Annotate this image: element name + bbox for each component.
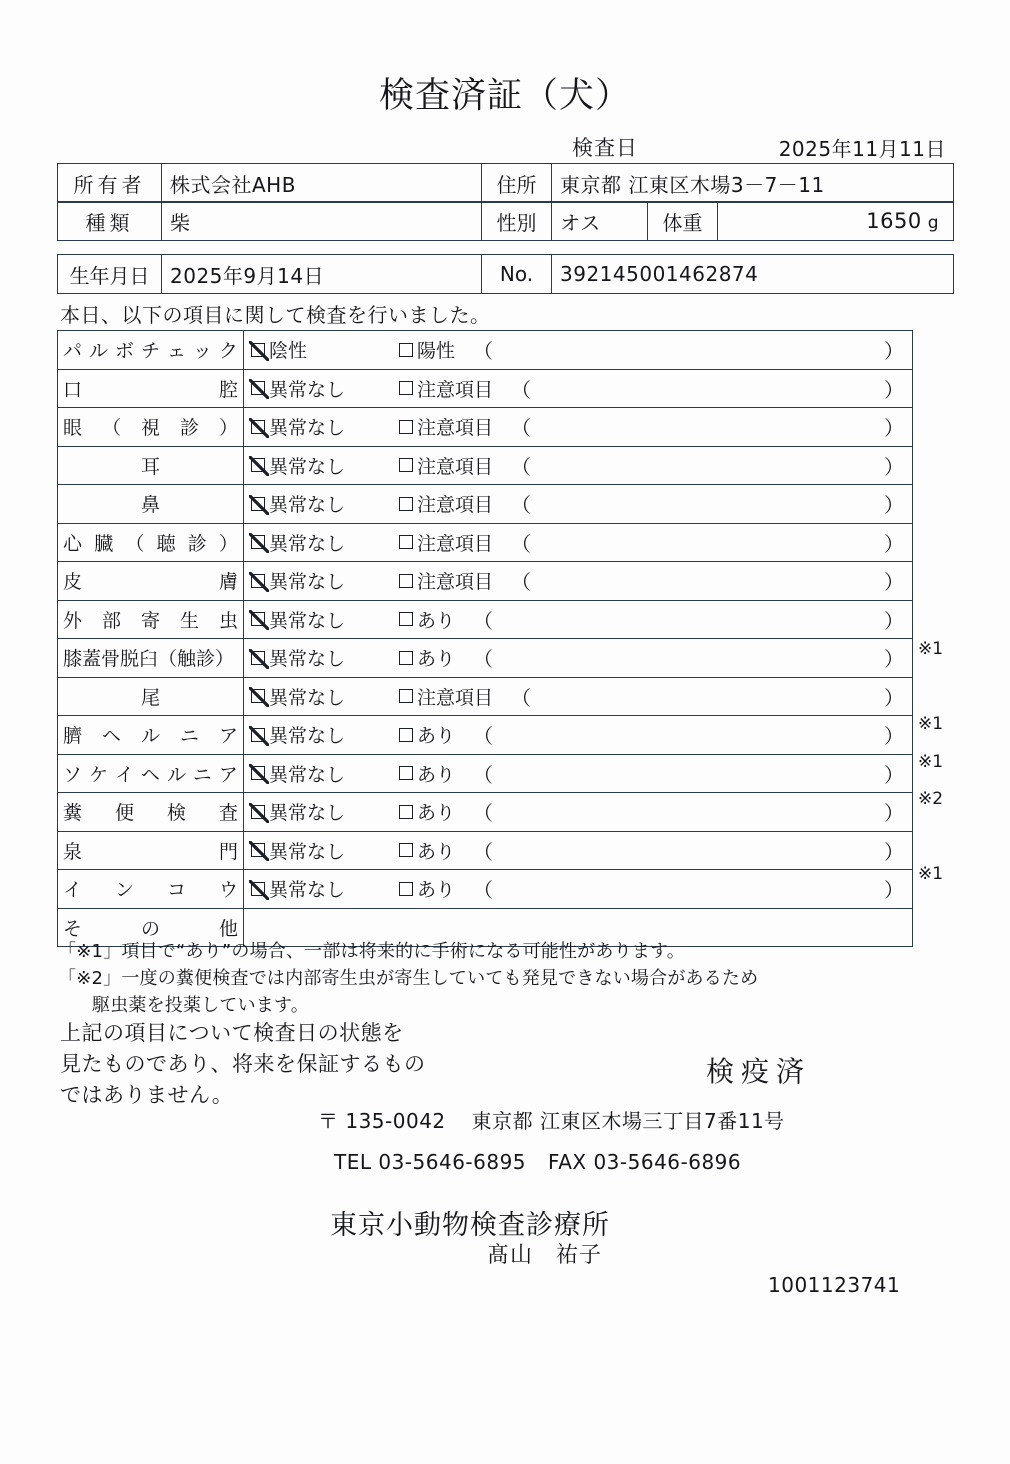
- paren-open: （: [473, 762, 494, 787]
- footnotes: [58, 938, 758, 1019]
- checkbox-checked-icon[interactable]: [251, 612, 265, 626]
- checkbox-checked-icon[interactable]: [251, 343, 265, 357]
- clinic-contact: [334, 1150, 741, 1174]
- checklist-remark-field[interactable]: [493, 489, 912, 518]
- clinic-fax: FAX 03-5646-6896: [548, 1150, 742, 1174]
- checklist-options-cell: [244, 485, 913, 524]
- registration-no-label: No.: [482, 255, 552, 294]
- checkbox-checked-icon[interactable]: [251, 728, 265, 742]
- checklist-options-cell: [244, 331, 913, 370]
- sex-value: オス: [552, 202, 648, 241]
- checklist-option-normal[interactable]: [251, 837, 399, 864]
- checklist-option-normal[interactable]: [251, 336, 399, 363]
- checklist-options-cell: [244, 716, 913, 755]
- checklist-item-label: そ の 他: [58, 908, 244, 947]
- checklist-options-cell: [244, 754, 913, 793]
- checklist-options-cell: [244, 793, 913, 832]
- paren-close: ）: [883, 339, 904, 364]
- checklist-option-normal[interactable]: [251, 875, 399, 902]
- checklist-row: [58, 562, 913, 601]
- veterinarian-name: 髙山 祐子: [487, 1243, 603, 1268]
- disclaimer-line-1: 上記の項目について検査日の状態を: [60, 1021, 404, 1045]
- paren-open: （: [511, 493, 532, 518]
- paren-open: （: [473, 608, 494, 633]
- weight-unit: g: [927, 213, 939, 233]
- paren-open: （: [511, 570, 532, 595]
- weight-value-cell: [718, 202, 954, 241]
- option-label: 異常なし: [269, 725, 346, 748]
- option-label: 異常なし: [269, 378, 346, 401]
- checkbox-empty-icon[interactable]: [399, 766, 413, 780]
- footnote-1: 「※1」項目で“あり”の場合、一部は将来的に手術になる可能性があります。: [58, 941, 685, 962]
- checklist-option-normal[interactable]: [251, 683, 399, 710]
- checklist-item-label: 外 部 寄 生 虫: [58, 600, 244, 639]
- checkbox-empty-icon[interactable]: [399, 381, 413, 395]
- paren-open: （: [511, 454, 532, 479]
- paren-close: ）: [883, 493, 904, 518]
- option-label: 注意項目: [417, 571, 494, 594]
- paren-close: ）: [883, 416, 904, 441]
- checklist-item-label: 膝蓋骨脱臼（触診）: [58, 639, 244, 678]
- intro-sentence: 本日、以下の項目に関して検査を行いました。: [60, 303, 491, 327]
- checklist-option-normal[interactable]: [251, 644, 399, 671]
- checklist-option-normal[interactable]: [251, 375, 399, 402]
- option-label: 異常なし: [269, 840, 346, 863]
- animal-info-table: [57, 163, 954, 203]
- owner-value: 株式会社AHB: [162, 164, 482, 203]
- owner-label: 所有者: [58, 164, 162, 203]
- checklist-options-cell: [244, 600, 913, 639]
- paren-close: ）: [883, 377, 904, 402]
- checklist-item-label: 臍 ヘ ル ニ ア: [58, 716, 244, 755]
- option-label: あり: [417, 763, 456, 786]
- checklist-option-abnormal[interactable]: [399, 837, 455, 864]
- checklist-item-label: 皮 膚: [58, 562, 244, 601]
- checklist-row: [58, 870, 913, 909]
- checkbox-empty-icon[interactable]: [399, 343, 413, 357]
- checklist-remark-field[interactable]: [493, 528, 912, 557]
- checklist-option-abnormal[interactable]: [399, 875, 455, 902]
- checkbox-empty-icon[interactable]: [399, 574, 413, 588]
- option-label: 異常なし: [269, 455, 346, 478]
- checklist-option-normal[interactable]: [251, 490, 399, 517]
- option-label: 異常なし: [269, 802, 346, 825]
- checklist-remark-field[interactable]: [455, 797, 912, 826]
- checklist-option-abnormal[interactable]: [399, 490, 493, 517]
- paren-open: （: [511, 531, 532, 556]
- paren-open: （: [473, 724, 494, 749]
- checklist-item-label: 心 臓 （ 聴 診 ）: [58, 523, 244, 562]
- checklist-options-cell: [244, 870, 913, 909]
- paren-close: ）: [883, 570, 904, 595]
- checklist-row: [58, 793, 913, 832]
- checklist-item-label: 耳: [58, 446, 244, 485]
- checklist-remark-field[interactable]: [493, 682, 912, 711]
- paren-open: （: [473, 647, 494, 672]
- checklist-row: [58, 677, 913, 716]
- checklist-remark-field[interactable]: [493, 374, 912, 403]
- option-label: あり: [417, 840, 456, 863]
- paren-open: （: [473, 839, 494, 864]
- breed-label: 種類: [58, 202, 162, 241]
- sex-label: 性別: [482, 202, 552, 241]
- checklist-option-normal[interactable]: [251, 760, 399, 787]
- checklist-row: [58, 831, 913, 870]
- footnote-2-continuation: 駆虫薬を投薬しています。: [92, 995, 309, 1016]
- paren-close: ）: [883, 762, 904, 787]
- checklist-options-cell: [244, 523, 913, 562]
- paren-open: （: [473, 801, 494, 826]
- checklist-option-abnormal[interactable]: [399, 529, 493, 556]
- checklist-option-normal[interactable]: [251, 721, 399, 748]
- checklist-item-label: 鼻: [58, 485, 244, 524]
- checkbox-empty-icon[interactable]: [399, 882, 413, 896]
- checkbox-checked-icon[interactable]: [251, 535, 265, 549]
- table-row-breed: [58, 202, 954, 241]
- option-label: 異常なし: [269, 571, 346, 594]
- paren-close: ）: [883, 531, 904, 556]
- option-label: あり: [417, 648, 456, 671]
- option-label: 注意項目: [417, 686, 494, 709]
- checklist-options-cell: [244, 446, 913, 485]
- clinic-name: 東京小動物検査診療所: [330, 1210, 610, 1241]
- checklist-remark-field[interactable]: [455, 605, 912, 634]
- checkbox-checked-icon[interactable]: [251, 574, 265, 588]
- checklist-remark-field[interactable]: [455, 643, 912, 672]
- clinic-address: 東京都 江東区木場三丁目7番11号: [471, 1109, 785, 1133]
- option-label: 陰性: [269, 340, 308, 363]
- weight-value: 1650: [866, 209, 922, 233]
- registration-no-value: 392145001462874: [552, 255, 954, 294]
- checklist-option-abnormal[interactable]: [399, 798, 455, 825]
- address-label: 住所: [482, 164, 552, 203]
- checklist-options-cell: [244, 369, 913, 408]
- option-label: 注意項目: [417, 378, 494, 401]
- page-title: 検査済証（犬）: [378, 76, 631, 116]
- option-label: 注意項目: [417, 417, 494, 440]
- exam-date-label: 検査日: [572, 136, 638, 160]
- checklist-row: [58, 485, 913, 524]
- checklist-remark-field[interactable]: [455, 335, 912, 364]
- quarantine-stamp: 検疫済: [706, 1055, 812, 1088]
- checklist-remark-field[interactable]: [455, 759, 912, 788]
- checklist-option-abnormal[interactable]: [399, 375, 493, 402]
- disclaimer: [60, 1018, 426, 1111]
- checklist-note-marker: ※1: [918, 864, 944, 884]
- checklist-note-marker: ※2: [918, 789, 944, 809]
- paren-close: ）: [883, 801, 904, 826]
- checklist-options-cell: [244, 562, 913, 601]
- reference-number: 1001123741: [768, 1273, 901, 1297]
- checklist-option-abnormal[interactable]: [399, 721, 455, 748]
- paren-open: （: [511, 685, 532, 710]
- weight-label: 体重: [648, 202, 718, 241]
- checklist-option-abnormal[interactable]: [399, 683, 493, 710]
- breed-sex-weight-table: [57, 201, 954, 241]
- footnote-2: 「※2」一度の糞便検査では内部寄生虫が寄生していても発見できない場合があるため: [58, 968, 759, 989]
- option-label: あり: [417, 879, 456, 902]
- checklist-item-label: 泉 門: [58, 831, 244, 870]
- checklist-row: [58, 408, 913, 447]
- clinic-tel: TEL 03-5646-6895: [334, 1150, 527, 1174]
- checkbox-checked-icon[interactable]: [251, 651, 265, 665]
- option-label: あり: [417, 609, 456, 632]
- checkbox-checked-icon[interactable]: [251, 497, 265, 511]
- paren-close: ）: [883, 608, 904, 633]
- checklist-remark-field[interactable]: [493, 451, 912, 480]
- paren-close: ）: [883, 454, 904, 479]
- checklist-options-cell: [244, 831, 913, 870]
- checklist-remark-field[interactable]: [493, 566, 912, 595]
- disclaimer-line-2: 見たものであり、将来を保証するもの: [60, 1052, 426, 1076]
- paren-open: （: [511, 416, 532, 441]
- checkbox-checked-icon[interactable]: [251, 420, 265, 434]
- checklist-row: [58, 716, 913, 755]
- checklist-options-cell: [244, 677, 913, 716]
- checkbox-checked-icon[interactable]: [251, 458, 265, 472]
- address-value: 東京都 江東区木場3－7－11: [552, 164, 954, 203]
- checklist-item-label: 口 腔: [58, 369, 244, 408]
- checklist-row: [58, 754, 913, 793]
- paren-close: ）: [883, 685, 904, 710]
- checkbox-checked-icon[interactable]: [251, 805, 265, 819]
- checklist-row: [58, 600, 913, 639]
- paren-open: （: [473, 878, 494, 903]
- checkbox-empty-icon[interactable]: [399, 689, 413, 703]
- checklist-row: [58, 446, 913, 485]
- checklist-remark-field[interactable]: [493, 412, 912, 441]
- option-label: 陽性: [417, 340, 456, 363]
- checklist-option-normal[interactable]: [251, 413, 399, 440]
- option-label: 異常なし: [269, 609, 346, 632]
- checklist-option-abnormal[interactable]: [399, 413, 493, 440]
- checklist-option-abnormal[interactable]: [399, 644, 455, 671]
- checkbox-checked-icon[interactable]: [251, 766, 265, 780]
- checklist-row: [58, 639, 913, 678]
- paren-close: ）: [883, 647, 904, 672]
- checklist-row: [58, 331, 913, 370]
- checklist-remark-field[interactable]: [455, 720, 912, 749]
- clinic-postal-address: [318, 1105, 785, 1134]
- checklist-item-label: ソ ケ イ ヘ ル ニ ア: [58, 754, 244, 793]
- birth-id-table: [57, 254, 954, 294]
- option-label: 異常なし: [269, 648, 346, 671]
- checklist-option-normal[interactable]: [251, 529, 399, 556]
- paren-open: （: [511, 377, 532, 402]
- checklist-option-abnormal[interactable]: [399, 567, 493, 594]
- exam-date-row: [560, 132, 950, 162]
- paren-close: ）: [883, 724, 904, 749]
- checklist-option-abnormal[interactable]: [399, 336, 455, 363]
- checklist-note-marker: ※1: [918, 639, 944, 659]
- clinic-zip: 〒 135-0042: [318, 1109, 446, 1133]
- checklist-item-label: 糞 便 検 査: [58, 793, 244, 832]
- option-label: 異常なし: [269, 494, 346, 517]
- option-label: 注意項目: [417, 494, 494, 517]
- option-label: 異常なし: [269, 686, 346, 709]
- checklist-item-label: 眼 （ 視 診 ）: [58, 408, 244, 447]
- table-row-owner: [58, 164, 954, 203]
- checklist-note-marker: ※1: [918, 714, 944, 734]
- checklist-option-normal[interactable]: [251, 606, 399, 633]
- checklist-options-cell: [244, 408, 913, 447]
- checkbox-empty-icon[interactable]: [399, 420, 413, 434]
- paren-close: ）: [883, 839, 904, 864]
- checklist-option-abnormal[interactable]: [399, 452, 493, 479]
- option-label: 注意項目: [417, 455, 494, 478]
- exam-date-value: 2025年11月11日: [778, 137, 946, 161]
- checklist-option-normal[interactable]: [251, 452, 399, 479]
- breed-value: 柴: [162, 202, 482, 241]
- option-label: 異常なし: [269, 879, 346, 902]
- option-label: 異常なし: [269, 417, 346, 440]
- checklist-options-cell: [244, 639, 913, 678]
- birth-label: 生年月日: [58, 255, 162, 294]
- checkbox-empty-icon[interactable]: [399, 805, 413, 819]
- option-label: 異常なし: [269, 532, 346, 555]
- inspection-checklist-table: [57, 330, 913, 947]
- checkbox-checked-icon[interactable]: [251, 689, 265, 703]
- checklist-item-label: パ ル ボ チ ェ ッ ク: [58, 331, 244, 370]
- checklist-row: [58, 523, 913, 562]
- checklist-remark-field[interactable]: [455, 836, 912, 865]
- disclaimer-line-3: ではありません。: [60, 1083, 234, 1107]
- checkbox-empty-icon[interactable]: [399, 728, 413, 742]
- checklist-option-normal[interactable]: [251, 798, 399, 825]
- checklist-remark-field[interactable]: [455, 874, 912, 903]
- checklist-option-abnormal[interactable]: [399, 760, 455, 787]
- option-label: あり: [417, 725, 456, 748]
- table-row-birth: [58, 255, 954, 294]
- paren-close: ）: [883, 878, 904, 903]
- checklist-row: [58, 369, 913, 408]
- checklist-item-label: 尾: [58, 677, 244, 716]
- checkbox-empty-icon[interactable]: [399, 458, 413, 472]
- checkbox-empty-icon[interactable]: [399, 497, 413, 511]
- option-label: 異常なし: [269, 763, 346, 786]
- checkbox-empty-icon[interactable]: [399, 535, 413, 549]
- checklist-option-normal[interactable]: [251, 567, 399, 594]
- checkbox-empty-icon[interactable]: [399, 843, 413, 857]
- option-label: 注意項目: [417, 532, 494, 555]
- checkbox-checked-icon[interactable]: [251, 381, 265, 395]
- checkbox-empty-icon[interactable]: [399, 612, 413, 626]
- checklist-option-abnormal[interactable]: [399, 606, 455, 633]
- checkbox-checked-icon[interactable]: [251, 843, 265, 857]
- birth-value: 2025年9月14日: [162, 255, 482, 294]
- checklist-note-marker: ※1: [918, 751, 944, 772]
- paren-open: （: [473, 339, 494, 364]
- option-label: あり: [417, 802, 456, 825]
- checklist-item-label: イ ン コ ウ: [58, 870, 244, 909]
- checkbox-checked-icon[interactable]: [251, 882, 265, 896]
- checkbox-empty-icon[interactable]: [399, 651, 413, 665]
